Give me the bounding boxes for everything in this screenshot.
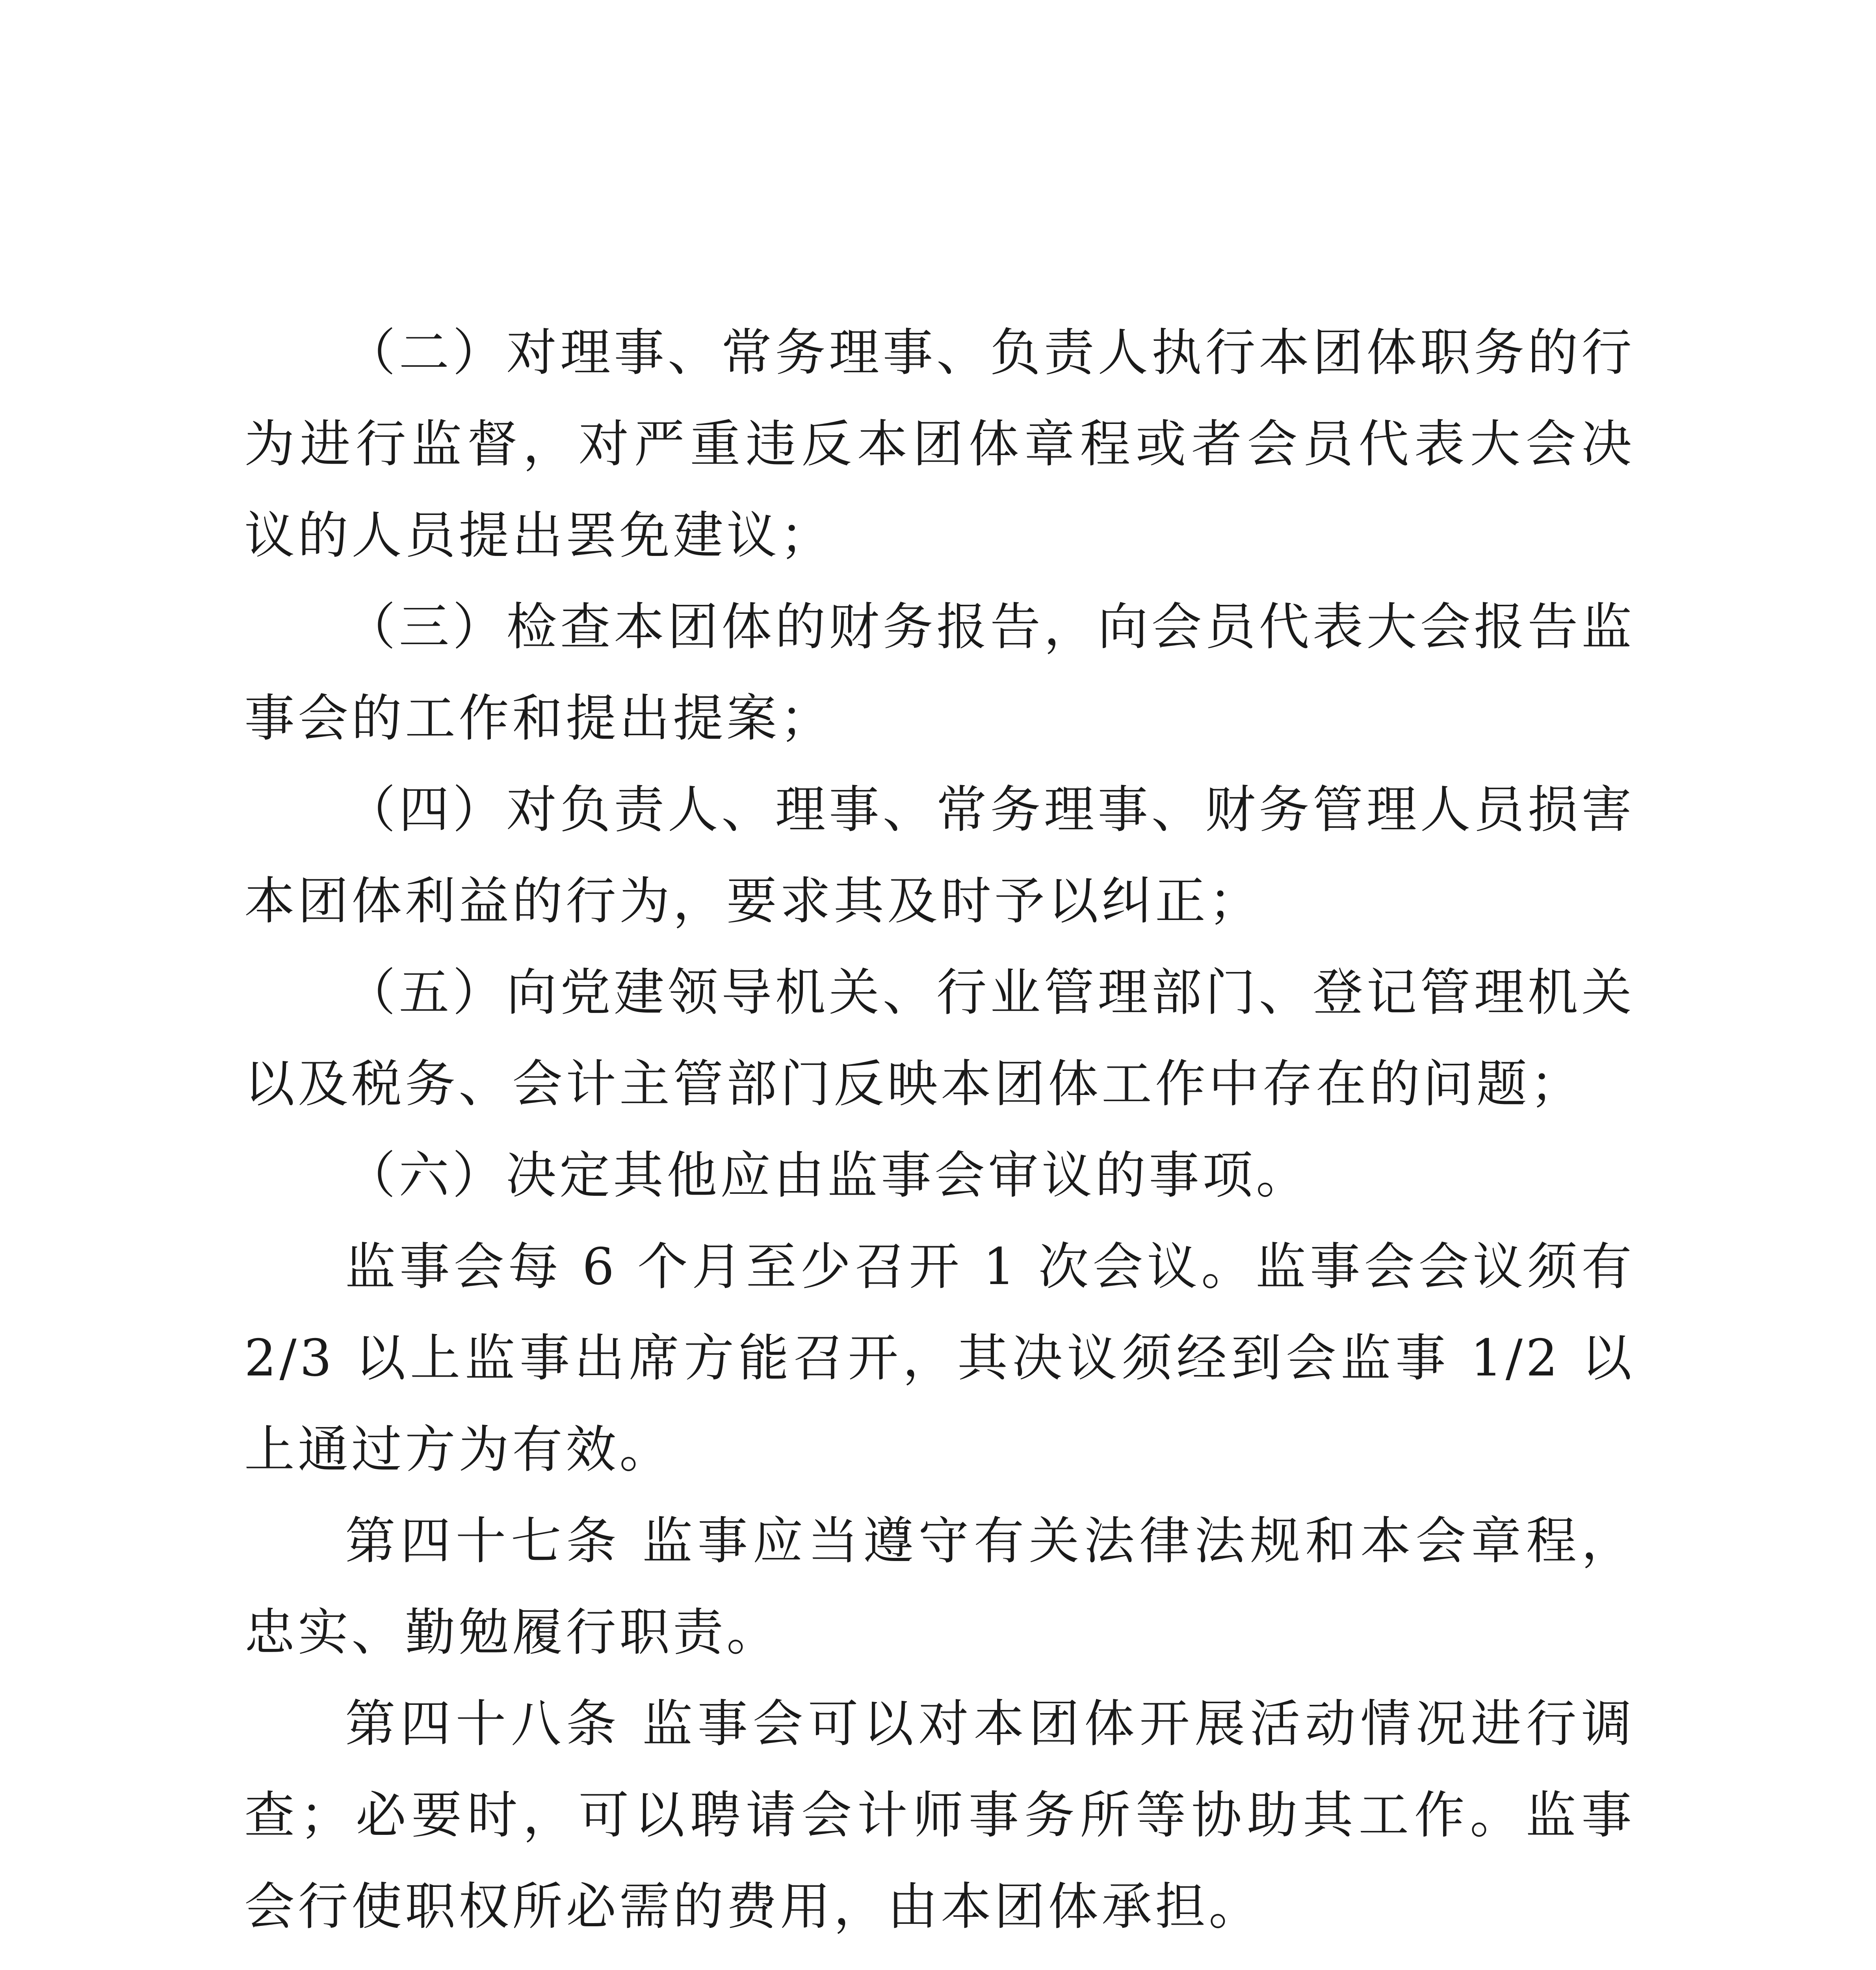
paragraph-item-5: （五）向党建领导机关、行业管理部门、登记管理机关以及税务、会计主管部门反映本团体工作中存在的问题；: [244, 963, 1635, 1113]
paragraph-item-6: （六）决定其他应由监事会审议的事项。: [345, 1146, 1310, 1205]
paragraph-meeting-rules: 监事会每 6 个月至少召开 1 次会议。监事会会议须有 2/3 以上监事出席方能召开，其决议须经到会监事 1/2 以上通过方为有效。: [244, 1238, 1635, 1479]
paragraph-article-48: 第四十八条 监事会可以对本团体开展活动情况进行调查；必要时，可以聘请会计师事务所等协助其工作。监事会行使职权所必需的费用，由本团体承担。: [244, 1695, 1635, 1936]
section-heading: [244, 1953, 1635, 1970]
paragraph-item-3: （三）检查本团体的财务报告，向会员代表大会报告监事会的工作和提出提案；: [244, 598, 1635, 748]
paragraph-article-47: 第四十七条 监事应当遵守有关法律法规和本会章程，忠实、勤勉履行职责。: [244, 1512, 1635, 1662]
paragraph-item-4: （四）对负责人、理事、常务理事、财务管理人员损害本团体利益的行为，要求其及时予以纠正；: [244, 781, 1635, 931]
page-body: [244, 307, 1635, 1970]
paragraph-item-2: （二）对理事、常务理事、负责人执行本团体职务的行为进行监督，对严重违反本团体章程或者会员代表大会决议的人员提出罢免建议；: [244, 323, 1635, 565]
